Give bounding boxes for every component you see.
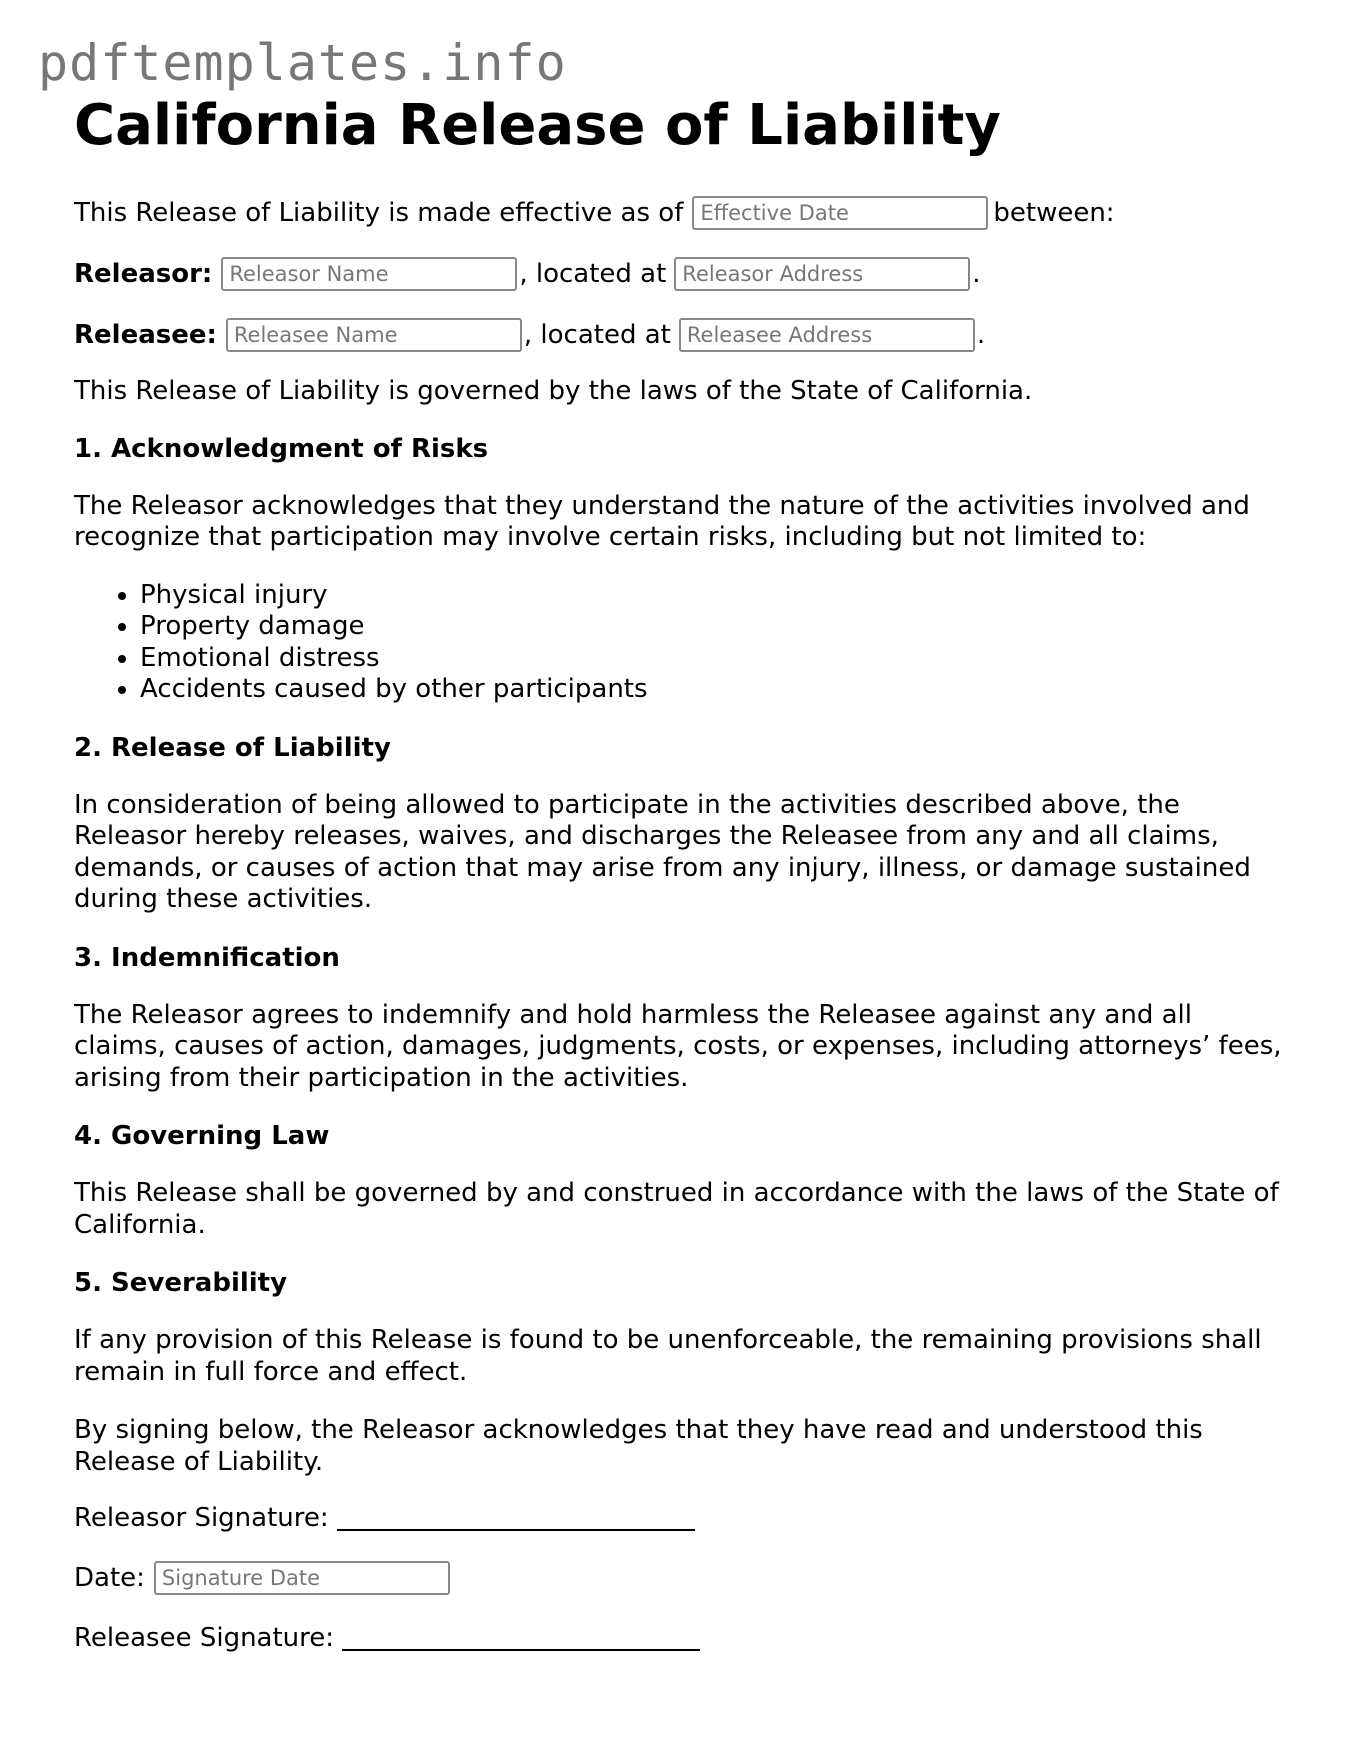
releasor-name-field[interactable] xyxy=(221,257,517,291)
releasee-signature-line xyxy=(74,1620,1284,1656)
section-text-indemnification: The Releasor agrees to indemnify and hold harmless the Releasee against any and all claims, causes of action, damages, judgments, costs, or expenses, including attorneys’ fees, arising from their participation in the activities. xyxy=(74,999,1282,1093)
releasor-signature-blank[interactable] xyxy=(337,1505,695,1531)
releasee-line xyxy=(74,317,1284,353)
section-text-risks: The Releasor acknowledges that they understand the nature of the activities involved and recognize that participation may involve certain risks, including but not limited to: xyxy=(74,490,1250,553)
section-text-severability: If any provision of this Release is found to be unenforceable, the remaining provisions shall remain in full force and effect. xyxy=(74,1325,1262,1387)
section-heading-severability: 5. Severability xyxy=(74,1268,288,1299)
releasee-signature-label: Releasee Signature: xyxy=(74,1623,335,1654)
list-item: • Physical injury xyxy=(140,580,1284,612)
releasee-label: Releasee: xyxy=(74,320,217,351)
releasor-line xyxy=(74,256,1284,292)
releasee-end: . xyxy=(976,320,986,351)
section-heading-risks: 1. Acknowledgment of Risks xyxy=(74,433,489,464)
releasor-located-at: , located at xyxy=(519,259,667,290)
list-item: • Emotional distress xyxy=(140,643,1284,675)
releasor-label: Releasor: xyxy=(74,259,213,290)
section-text-release: In consideration of being allowed to participate in the activities described above, the Releasor hereby releases, waives, and discharges the Releasee from any and all claims, demands, or causes of action that may arise from any injury, illness, or damage sustained during these activities. xyxy=(74,789,1251,915)
signature-date-line xyxy=(74,1560,1284,1596)
governed-statement: This Release of Liability is governed by the laws of the State of California. xyxy=(74,376,1033,407)
releasor-address-field[interactable] xyxy=(674,257,970,291)
section-heading-indemnification: 3. Indemnification xyxy=(74,942,340,973)
signature-date-label: Date: xyxy=(74,1563,145,1594)
releasor-signature-label: Releasor Signature: xyxy=(74,1503,329,1534)
releasee-signature-blank[interactable] xyxy=(342,1625,700,1651)
page-title: California Release of Liability xyxy=(74,93,1001,158)
intro-suffix: between: xyxy=(993,198,1115,229)
effective-date-field[interactable] xyxy=(692,196,988,230)
closing-statement: By signing below, the Releasor acknowledges that they have read and understood this Release of Liability. xyxy=(74,1415,1203,1477)
section-heading-release: 2. Release of Liability xyxy=(74,732,391,763)
section-heading-governing-law: 4. Governing Law xyxy=(74,1121,330,1152)
releasee-address-field[interactable] xyxy=(679,318,975,352)
releasee-located-at: , located at xyxy=(523,320,671,351)
releasee-name-field[interactable] xyxy=(226,318,522,352)
list-item: • Property damage xyxy=(140,611,1284,643)
watermark: pdftemplates.info xyxy=(38,34,567,92)
intro-line xyxy=(74,195,1284,231)
list-item: • Accidents caused by other participants xyxy=(140,674,1284,706)
releasor-signature-line xyxy=(74,1500,1284,1536)
releasor-end: . xyxy=(972,259,981,290)
risks-list xyxy=(74,580,1284,706)
document-page xyxy=(74,92,1284,1656)
section-text-governing-law: This Release shall be governed by and construed in accordance with the laws of the State of California. xyxy=(74,1178,1279,1240)
signature-date-field[interactable] xyxy=(154,1561,450,1595)
intro-prefix: This Release of Liability is made effective as of xyxy=(74,198,684,229)
